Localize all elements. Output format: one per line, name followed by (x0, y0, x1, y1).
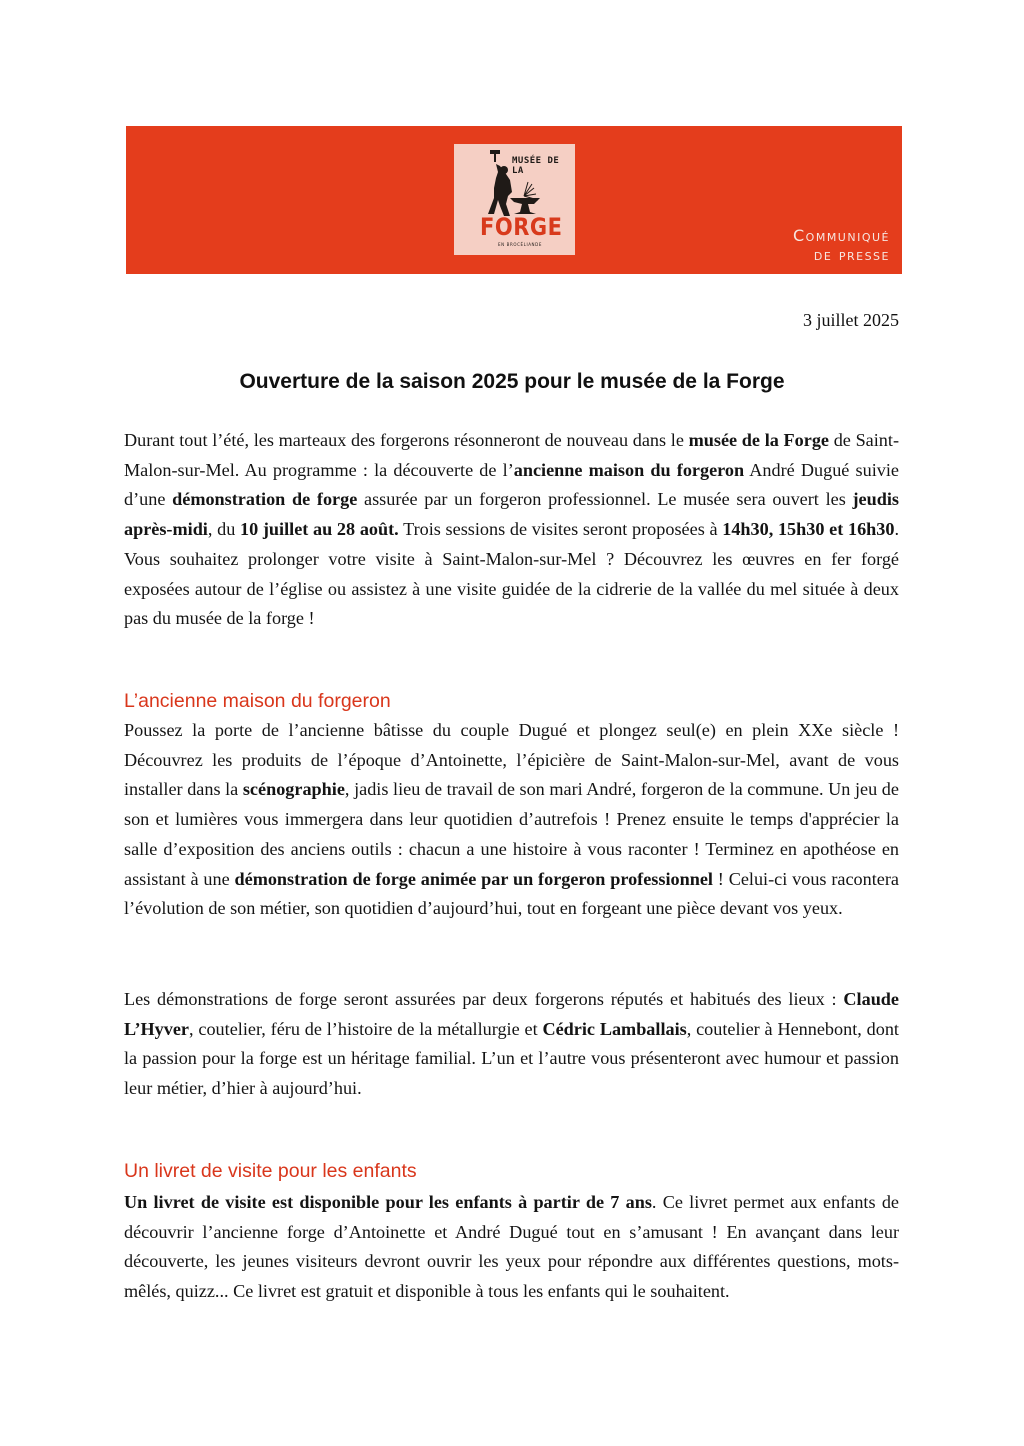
intro-bold: 10 juillet au 28 août. (240, 519, 399, 540)
livret-bold: Un livret de visite est disponible pour les enfants à partir de 7 ans (124, 1192, 652, 1212)
press-release-line1: Communiqué (793, 226, 890, 245)
intro-bold: musée de la Forge (688, 430, 829, 450)
intro-text: assurée par un forgeron professionnel. Le musée sera ouvert les (357, 489, 853, 510)
press-release-line2: de presse (813, 245, 890, 264)
intro-paragraph (124, 426, 899, 634)
maison-bold: démonstration de forge animée par un forgeron professionnel (234, 868, 713, 889)
intro-bold: ancienne maison du forgeron (513, 459, 745, 480)
intro-text: Durant tout l’été, les marteaux des forgerons résonneront de nouveau dans le (124, 430, 689, 450)
release-date: 3 juillet 2025 (803, 310, 899, 330)
livret-text: . Ce livret permet aux enfants de découvrir l’ancienne forge d’Antoinette et André Dugué tout en s’amusant ! En avançant dans leur découverte, les jeunes visiteurs devront ouvrir les yeux pour répondre aux différentes questions, mots-mêlés, quizz... Ce livret est gratuit et disponible à tous les enfants qui le souhaitent. (124, 1192, 899, 1302)
press-release-label (793, 226, 890, 264)
forgerons-text: Les démonstrations de forge seront assurées par deux forgerons réputés et habitués des lieux : (124, 989, 844, 1009)
forgerons-bold: Claude L’Hyver (124, 989, 899, 1039)
forgerons-text: , coutelier, féru de l’histoire de la métallurgie et (189, 1018, 543, 1039)
logo-forge-text: FORGE (480, 213, 563, 241)
intro-bold: jeudis après-midi (124, 489, 899, 540)
intro-bold: 14h30, 15h30 et 16h30 (722, 519, 895, 540)
forgerons-bold: Cédric Lamballais (542, 1018, 687, 1039)
section-heading-maison: L’ancienne maison du forgeron (124, 690, 391, 712)
section-heading-livret: Un livret de visite pour les enfants (124, 1160, 417, 1182)
maison-bold: scénographie (242, 779, 345, 800)
intro-text: Trois sessions de visites seront proposées à (398, 519, 723, 540)
header-banner (126, 126, 902, 274)
intro-text: André Dugué suivie d’une (124, 459, 899, 510)
logo-top-text: MUSÉE DE LA (512, 156, 560, 176)
maison-text: ! Celui-ci vous racontera l’évolution de son métier, son quotidien d’aujourd’hui, tout en forgeant une pièce devant vos yeux. (124, 868, 899, 919)
logo-subtitle: EN BROCÉLIANDE (498, 242, 542, 247)
maison-text: , jadis lieu de travail de son mari André, forgeron de la commune. Un jeu de son et lumières vous immergera dans leur quotidien d’autrefois ! Prenez ensuite le temps d'apprécier la salle d’exposition des anciens outils : chacun a une histoire à vous raconter ! Terminez en apothéose en assistant à une (124, 779, 899, 889)
museum-logo (454, 144, 575, 255)
maison-text: Poussez la porte de l’ancienne bâtisse du couple Dugué et plongez seul(e) en plein XXe siècle ! Découvrez les produits de l’époque d’Antoinette, l’épicière de Saint-Malon-sur-Mel, avant de vous installer dans la (124, 720, 899, 800)
forgerons-paragraph (124, 985, 899, 1104)
maison-paragraph (124, 716, 899, 924)
intro-text: . Vous souhaitez prolonger votre visite à Saint-Malon-sur-Mel ? Découvrez les œuvres en fer forgé exposées autour de l’église ou assistez à une visite guidée de la cidrerie de la vallée du mel située à deux pas du musée de la forge ! (124, 519, 900, 629)
livret-paragraph (124, 1188, 899, 1307)
intro-text: de Saint-Malon-sur-Mel. Au programme : la découverte de l’ (124, 430, 900, 480)
intro-bold: démonstration de forge (172, 489, 358, 510)
page-title: Ouverture de la saison 2025 pour le musée de la Forge (239, 370, 785, 393)
intro-text: , du (207, 519, 240, 540)
forgerons-text: , coutelier à Hennebont, dont la passion pour la forge est un héritage familial. L’un et l’autre vous présenteront avec humour et passion leur métier, d’hier à aujourd’hui. (124, 1018, 899, 1099)
